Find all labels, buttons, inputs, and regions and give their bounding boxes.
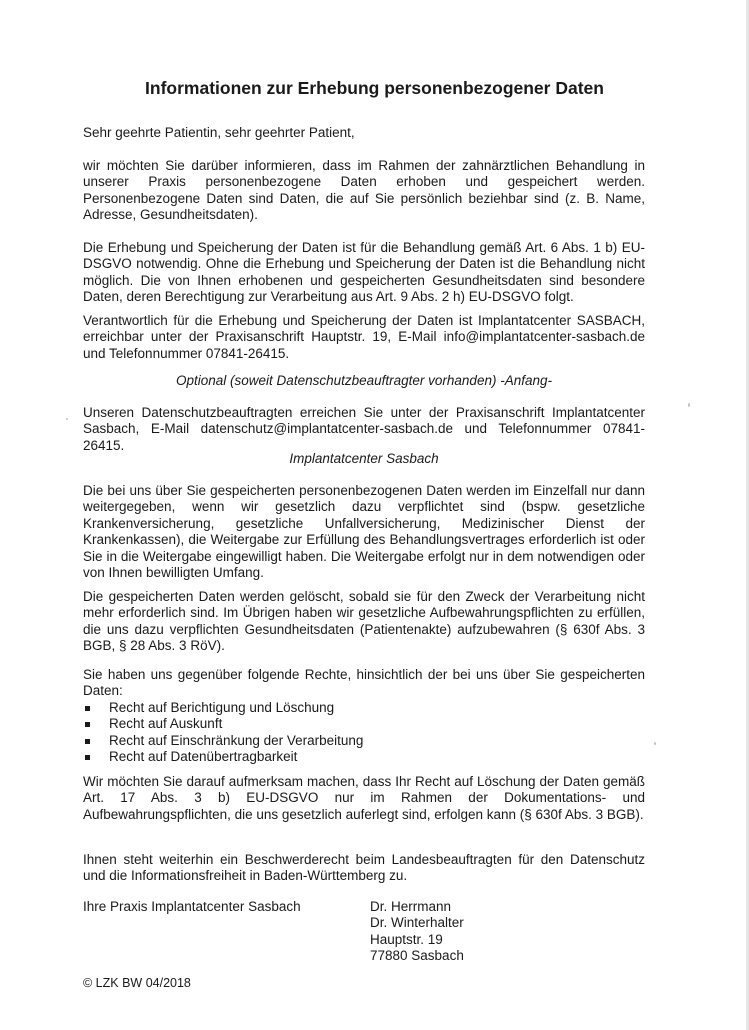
paragraph-data-protection-officer: Unseren Datenschutzbeauftragten erreichen Sie unter der Praxisanschrift Implantatcenter Sasbach, E-Mail datenschutz@implantatcenter-sasbach.de und Telefonnummer 07841-26415. bbox=[83, 405, 645, 453]
copyright-footer: © LZK BW 04/2018 bbox=[83, 976, 191, 990]
salutation: Sehr geehrte Patientin, sehr geehrter Patient, bbox=[83, 125, 355, 140]
rights-list-item: Recht auf Auskunft bbox=[83, 716, 645, 732]
rights-list bbox=[83, 700, 645, 766]
paragraph-complaint-right: Ihnen steht weiterhin ein Beschwerderecht beim Landesbeauftragten für den Datenschutz und die Informationsfreiheit in Baden-Württemberg zu. bbox=[83, 852, 645, 884]
paragraph-data-collection: wir möchten Sie darüber informieren, dass im Rahmen der zahnärztlichen Behandlung in unserer Praxis personenbezogene Daten erhoben und gespeichert werden. Personenbezogene Daten sind Daten, die auf Sie persönlich beziehbar sind (z. B. Name, Adresse, Gesundheitsdaten). bbox=[83, 158, 645, 223]
scan-speck bbox=[688, 403, 690, 407]
rights-intro: Sie haben uns gegenüber folgende Rechte, hinsichtlich der bei uns über Sie gespeicherten Daten: bbox=[83, 667, 645, 699]
signature-block bbox=[370, 899, 464, 965]
document-title: Informationen zur Erhebung personenbezogener Daten bbox=[145, 78, 604, 98]
scan-speck bbox=[66, 418, 68, 420]
scan-speck bbox=[654, 742, 656, 745]
signature-line: Hauptstr. 19 bbox=[370, 931, 443, 947]
optional-note: Optional (soweit Datenschutzbeauftragter vorhanden) -Anfang- bbox=[176, 373, 552, 388]
signature-line: Dr. Herrmann bbox=[370, 899, 452, 914]
signature-line: 77880 Sasbach bbox=[370, 948, 464, 964]
paragraph-controller: Verantwortlich für die Erhebung und Speicherung der Daten ist Implantatcenter SASBACH, erreichbar unter der Praxisanschrift Hauptstr. 19, E-Mail info@implantatcenter-sasbach.de und Telefonnummer 07841-26415. bbox=[83, 313, 645, 361]
practice-note: Implantatcenter Sasbach bbox=[289, 451, 439, 466]
paragraph-deletion-limits: Wir möchten Sie darauf aufmerksam machen, dass Ihr Recht auf Löschung der Daten gemäß Art. 17 Abs. 3 b) EU-DSGVO nur im Rahmen der Dokumentations- und Aufbewahrungspflichten, die uns gesetzlich auferlegt sind, erfolgen kann (§ 630f Abs. 3 BGB). bbox=[83, 774, 645, 822]
paragraph-disclosure: Die bei uns über Sie gespeicherten personenbezogenen Daten werden im Einzelfall nur dann weitergegeben, wenn wir gesetzlich dazu verpflichtet sind (bspw. gesetzliche Krankenversicherung, gesetzliche Unfallversicherung, Medizinischer Dienst der Krankenkassen), die Weitergabe zur Erfüllung des Behandlungsvertrages erforderlich ist oder Sie in die Weitergabe eingewilligt haben. Die Weitergabe erfolgt nur in dem notwendigen oder von Ihnen bewilligten Umfang. bbox=[83, 483, 645, 581]
paragraph-deletion: Die gespeicherten Daten werden gelöscht, sobald sie für den Zweck der Verarbeitung nicht mehr erforderlich sind. Im Übrigen haben wir gesetzliche Aufbewahrungspflichten zu erfüllen, die uns dazu verpflichten Gesundheitsdaten (Patientenakte) aufzubewahren (§ 630f Abs. 3 BGB, § 28 Abs. 3 RöV). bbox=[83, 589, 645, 654]
signature-practice: Ihre Praxis Implantatcenter Sasbach bbox=[83, 899, 301, 914]
rights-list-item: Recht auf Einschränkung der Verarbeitung bbox=[83, 733, 645, 749]
paragraph-legal-basis: Die Erhebung und Speicherung der Daten ist für die Behandlung gemäß Art. 6 Abs. 1 b) EU-DSGVO notwendig. Ohne die Erhebung und Speicherung der Daten ist die Behandlung nicht möglich. Die von Ihnen erhobenen und gespeicherten Gesundheitsdaten sind besondere Daten, deren Berechtigung zur Verarbeitung aus Art. 9 Abs. 2 h) EU-DSGVO folgt. bbox=[83, 240, 645, 305]
rights-section bbox=[83, 667, 645, 765]
rights-list-item: Recht auf Datenübertragbarkeit bbox=[83, 749, 645, 765]
rights-list-item: Recht auf Berichtigung und Löschung bbox=[83, 700, 645, 716]
signature-line: Dr. Winterhalter bbox=[370, 915, 464, 931]
